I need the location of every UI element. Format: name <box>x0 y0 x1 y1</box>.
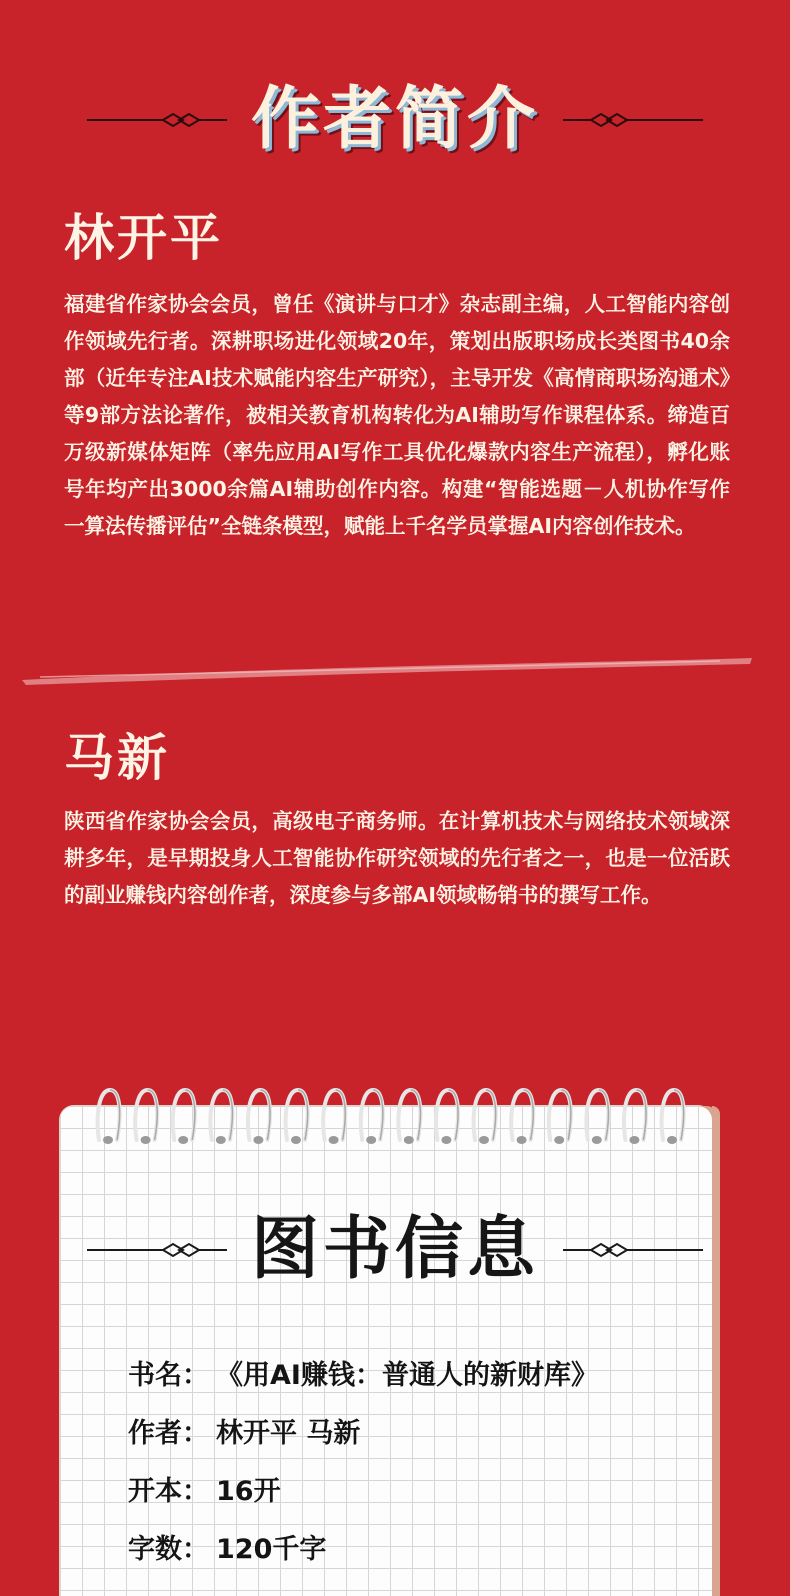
binding-hole <box>329 1136 339 1144</box>
binding-ring <box>398 1090 420 1140</box>
binding-ring <box>286 1090 308 1140</box>
binding-ring <box>624 1090 646 1140</box>
info-row-format <box>128 1459 598 1517</box>
binding-hole <box>667 1136 677 1144</box>
book-info-title: 图书信息 <box>250 1210 539 1289</box>
info-row-author <box>128 1401 598 1459</box>
binding-hole <box>103 1136 113 1144</box>
binding-ring <box>323 1090 345 1140</box>
author-name: 马新 <box>64 729 170 787</box>
author-name: 林开平 <box>64 209 223 267</box>
info-row-wordcount <box>128 1517 598 1575</box>
left-ornament-icon <box>87 1240 227 1260</box>
info-row-title <box>128 1343 598 1401</box>
binding-hole <box>366 1136 376 1144</box>
info-value: 《用AI赚钱：普通人的新财库》 <box>216 1359 598 1391</box>
author-bio: 陕西省作家协会会员，高级电子商务师。在计算机技术与网络技术领域深耕多年，是早期投身人工智能协作研究领域的先行者之一，也是一位活跃的副业赚钱内容创作者，深度参与多部AI领域畅销书的撰写工作。 <box>64 809 730 907</box>
left-ornament-icon <box>87 110 227 130</box>
book-section-header <box>0 1200 790 1300</box>
right-ornament-icon <box>563 110 703 130</box>
binding-ring <box>436 1090 458 1140</box>
binding-ring <box>474 1090 496 1140</box>
book-info-list <box>128 1343 598 1575</box>
binding-hole <box>404 1136 414 1144</box>
info-value: 120千字 <box>216 1533 327 1565</box>
binding-ring <box>248 1090 270 1140</box>
binding-ring <box>135 1090 157 1140</box>
binding-ring <box>586 1090 608 1140</box>
binding-hole <box>141 1136 151 1144</box>
info-label: 字数： <box>128 1533 209 1565</box>
binding-ring <box>361 1090 383 1140</box>
binding-hole <box>216 1136 226 1144</box>
binding-hole <box>592 1136 602 1144</box>
binding-hole <box>178 1136 188 1144</box>
binding-hole <box>629 1136 639 1144</box>
authors-title: 作者简介 <box>250 80 539 159</box>
binding-ring <box>549 1090 571 1140</box>
brush-divider <box>20 652 755 688</box>
binding-hole <box>253 1136 263 1144</box>
info-label: 书名： <box>128 1359 209 1391</box>
binding-hole <box>554 1136 564 1144</box>
binding-hole <box>441 1136 451 1144</box>
info-value: 林开平 马新 <box>216 1417 361 1449</box>
author-bio: 福建省作家协会会员，曾任《演讲与口才》杂志副主编，人工智能内容创作领域先行者。深耕职场进化领域20年，策划出版职场成长类图书40余部（近年专注AI技术赋能内容生产研究），主导开发《高情商职场沟通术》等9部方法论著作，被相关教育机构转化为AI辅助写作课程体系。缔造百万级新媒体矩阵（率先应用AI写作工具优化爆款内容生产流程），孵化账号年均产出3000余篇AI辅助创作内容。构建“智能选题－人机协作写作一算法传播评估”全链条模型，赋能上千名学员掌握AI内容创作技术。 <box>64 292 730 538</box>
spiral-binding <box>60 1082 712 1162</box>
info-label: 作者： <box>128 1417 209 1449</box>
binding-hole <box>291 1136 301 1144</box>
right-ornament-icon <box>563 1240 703 1260</box>
binding-ring <box>173 1090 195 1140</box>
authors-section-header <box>0 70 790 170</box>
binding-ring <box>98 1090 120 1140</box>
info-label: 开本： <box>128 1475 209 1507</box>
binding-ring <box>662 1090 684 1140</box>
binding-ring <box>511 1090 533 1140</box>
binding-ring <box>210 1090 232 1140</box>
binding-hole <box>517 1136 527 1144</box>
binding-hole <box>479 1136 489 1144</box>
info-value: 16开 <box>216 1475 281 1507</box>
